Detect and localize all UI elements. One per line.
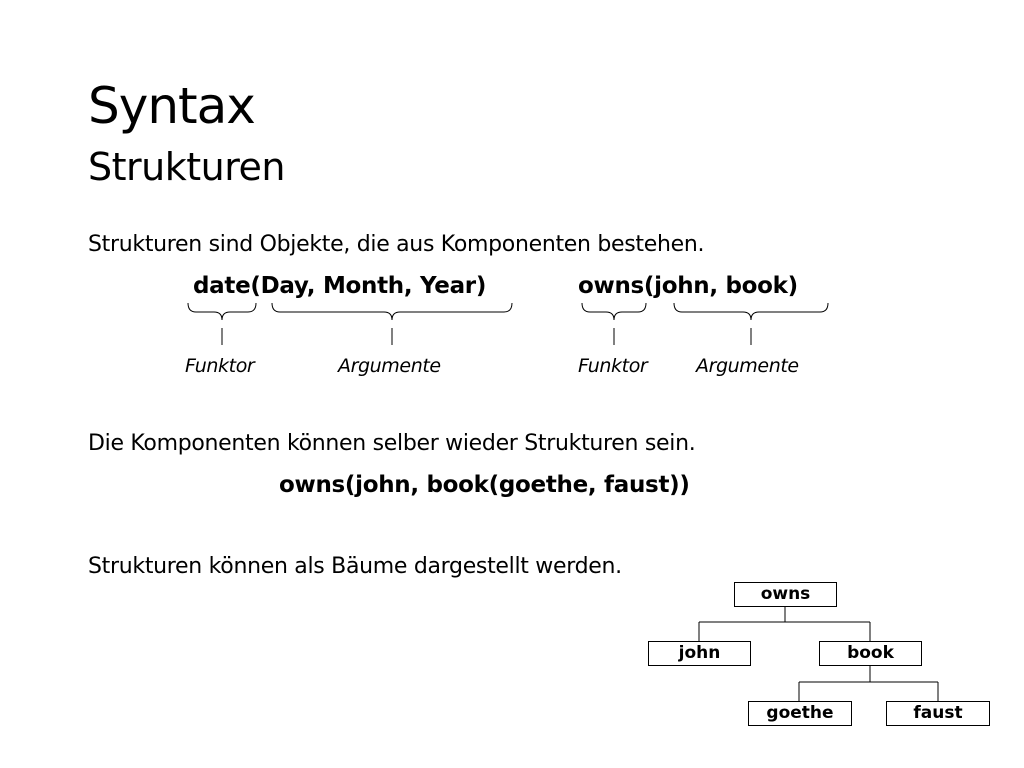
- tree-node-book: book: [819, 641, 922, 666]
- nested-structures-sentence: Die Komponenten können selber wieder Strukturen sein.: [88, 431, 696, 456]
- brace-arguments-2: [674, 303, 828, 320]
- brace-functor-2: [582, 303, 646, 320]
- tree-node-faust: faust: [886, 701, 990, 726]
- brace-arguments-1: [272, 303, 512, 320]
- slide-subtitle: Strukturen: [88, 145, 285, 189]
- tree-representation-sentence: Strukturen können als Bäume dargestellt werden.: [88, 554, 622, 579]
- slide-title: Syntax: [88, 77, 255, 135]
- tree-node-john: john: [648, 641, 751, 666]
- example-nested-structure: owns(john, book(goethe, faust)): [279, 472, 690, 498]
- brace-functor-1: [188, 303, 256, 320]
- tree-node-goethe: goethe: [748, 701, 852, 726]
- caption-functor-1: Funktor: [185, 355, 255, 377]
- caption-functor-2: Funktor: [578, 355, 648, 377]
- tree-node-owns: owns: [734, 582, 837, 607]
- intro-sentence: Strukturen sind Objekte, die aus Komponenten bestehen.: [88, 232, 705, 257]
- example-owns-structure: owns(john, book): [578, 273, 798, 299]
- example-date-structure: date(Day, Month, Year): [193, 273, 487, 299]
- caption-arguments-1: Argumente: [338, 355, 441, 377]
- caption-arguments-2: Argumente: [696, 355, 799, 377]
